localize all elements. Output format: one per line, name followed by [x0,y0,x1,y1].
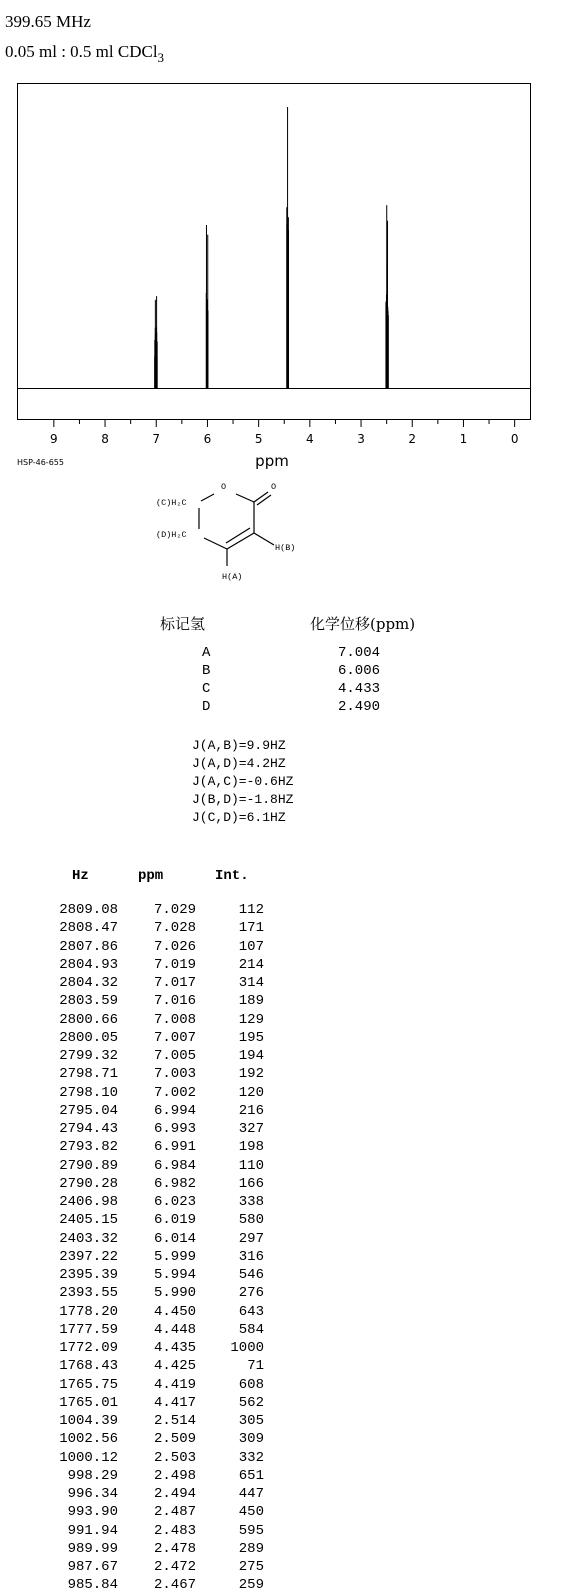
peak-hz-value: 1778.20 [59,1303,118,1320]
peak-hz-value: 1000.12 [59,1449,118,1466]
peak-ppm-value: 6.991 [153,1139,196,1156]
peak-ppm-value: 7.002 [153,1084,196,1101]
peak-hz-value: 2803.59 [59,993,118,1010]
peak-ppm-value: 2.514 [153,1413,196,1429]
x-tick-label: 7 [152,432,161,446]
peak-hz-value: 991.94 [67,1522,118,1539]
shift-value: 7.004 [338,645,381,661]
peak-hz-value: 993.90 [67,1504,118,1521]
peak-intensity-value: 595 [238,1522,264,1539]
molecule-structure [150,478,320,598]
peak-hz-value: 996.34 [67,1486,118,1502]
bond-cb-ca-double-2 [226,528,250,543]
ring-oxygen-label: O [221,482,227,492]
carbonyl-oxygen-label: O [271,482,277,492]
shift-column-header: 化学位移(ppm) [310,615,416,633]
spectrometer-frequency: 399.65 MHz [5,12,91,31]
peak-intensity-value: 110 [238,1157,264,1174]
peak-ppm-value: 7.019 [153,956,196,973]
peak-intensity-value: 289 [238,1540,264,1557]
peak-intensity-value: 275 [238,1559,264,1575]
peak-ppm-value: 4.419 [153,1376,196,1393]
nmr-spectrum-chart [0,0,570,470]
peak-intensity-value: 316 [238,1248,264,1265]
peak-intensity-value: 71 [247,1358,264,1375]
peak-intensity-value: 198 [238,1139,264,1156]
spectrum-id: HSP-46-655 [17,458,64,467]
peak-intensity-value: 327 [238,1121,264,1137]
x-tick-label: 8 [101,432,109,446]
coupling-line: J(A,B)=9.9HZ [192,738,286,753]
peak-hz-value: 985.84 [67,1577,118,1594]
peak-intensity-value: 195 [238,1029,264,1046]
ch2-d-label: (D)H₂C [156,530,187,540]
bond-cb-hb [254,533,274,545]
peak-hz-value: 2809.08 [59,902,118,918]
peak-intensity-value: 562 [238,1394,264,1411]
peak-hz-value: 2395.39 [59,1267,118,1283]
h-a-label: H(A) [222,572,243,582]
coupling-line: J(B,D)=-1.8HZ [192,792,294,807]
peak-intensity-value: 305 [238,1413,264,1429]
peak-intensity-value: 214 [238,956,264,973]
x-axis [50,420,518,446]
bond-ca-ch2d [204,538,227,549]
peak-intensity-value: 338 [238,1194,264,1210]
x-tick-label: 4 [306,432,314,446]
peak-ppm-value: 2.467 [153,1577,196,1594]
peak-hz-value: 1777.59 [59,1321,118,1338]
shift-label: C [202,681,211,697]
sample-conditions-subscript: 3 [157,50,165,65]
bond-o-ch2c [201,494,214,501]
peak-ppm-value: 7.028 [153,920,196,937]
peak-table-hz-header: Hz [72,868,89,884]
peak-ppm-value: 7.008 [153,1011,196,1028]
peak-hz-value: 2790.89 [59,1157,118,1174]
peak-ppm-value: 6.023 [153,1194,196,1210]
peak-ppm-value: 2.509 [153,1431,196,1448]
peak-intensity-value: 332 [238,1449,264,1466]
coupling-line: J(A,C)=-0.6HZ [192,774,294,789]
peak-intensity-value: 450 [238,1504,264,1521]
peak-intensity-value: 651 [238,1467,264,1484]
peak-hz-value: 2800.66 [59,1011,118,1028]
peak-hz-value: 2804.32 [59,975,118,991]
peak-ppm-value: 6.982 [153,1175,196,1192]
peak-hz-value: 2799.32 [59,1048,118,1064]
peak-hz-value: 2405.15 [59,1212,118,1229]
peak-hz-value: 2406.98 [59,1194,118,1210]
coupling-line: J(C,D)=6.1HZ [192,810,286,825]
ch2-c-label: (C)H₂C [156,498,187,508]
shift-value: 4.433 [338,681,381,697]
bond-cb-ca-double-1 [227,533,254,549]
peak-ppm-value: 4.448 [153,1321,196,1338]
peak-ppm-value: 2.503 [153,1449,196,1466]
peak-ppm-value: 2.483 [153,1522,196,1539]
peak-intensity-value: 259 [238,1577,264,1594]
bond-o-carbonyl [236,494,254,502]
peak-hz-value: 2790.28 [59,1175,118,1192]
peak-hz-value: 2800.05 [59,1029,118,1046]
peak-intensity-value: 580 [238,1212,264,1229]
shift-value: 6.006 [338,663,381,679]
peak-intensity-value: 129 [238,1011,264,1028]
shift-value: 2.490 [338,699,381,715]
peak-hz-value: 2794.43 [59,1121,118,1137]
peak-ppm-value: 6.984 [153,1157,196,1174]
x-tick-label: 0 [510,432,519,446]
peak-hz-value: 989.99 [67,1540,118,1557]
peak-intensity-value: 120 [238,1084,264,1101]
peak-table-int-header: Int. [215,868,249,884]
peak-hz-value: 2795.04 [59,1102,118,1119]
peak-ppm-value: 2.478 [153,1540,196,1557]
peak-hz-value: 998.29 [67,1467,118,1484]
peak-hz-value: 1004.39 [59,1413,118,1429]
bond-co-double-2 [257,495,271,505]
peak-ppm-value: 5.990 [153,1285,196,1302]
peak-intensity-value: 314 [238,975,264,991]
peak-hz-value: 2393.55 [59,1285,118,1302]
peak-ppm-value: 4.450 [153,1303,196,1320]
peak-hz-value: 987.67 [67,1559,118,1575]
peak-ppm-value: 7.007 [153,1029,196,1046]
peak-intensity-value: 608 [238,1376,264,1393]
peak-ppm-value: 4.435 [153,1340,196,1356]
peak-hz-value: 2804.93 [59,956,118,973]
peak-intensity-value: 194 [238,1048,264,1064]
peak-hz-value: 1002.56 [59,1431,118,1448]
x-tick-label: 5 [254,432,263,446]
label-column-header: 标记氢 [160,615,206,633]
x-tick-label: 2 [408,432,417,446]
peak-ppm-value: 7.026 [153,938,196,955]
plot-frame [18,84,531,420]
peak-intensity-value: 192 [238,1066,264,1083]
peak-ppm-value: 2.487 [153,1504,196,1521]
peak-intensity-value: 107 [238,938,264,955]
shift-label: A [202,645,211,661]
peak-hz-value: 2808.47 [59,920,118,937]
peak-ppm-value: 4.425 [153,1358,196,1375]
h-b-label: H(B) [275,543,296,553]
peak-intensity-value: 166 [238,1175,264,1192]
peak-ppm-value: 6.994 [153,1102,196,1119]
peak-ppm-value: 6.014 [153,1230,196,1247]
peak-hz-value: 2403.32 [59,1230,118,1247]
peak-ppm-value: 7.016 [153,993,196,1010]
peak-ppm-value: 7.003 [153,1066,196,1083]
peak-intensity-value: 171 [238,920,264,937]
sample-conditions-text: 0.05 ml : 0.5 ml CDCl [5,42,158,61]
peak-intensity-value: 216 [238,1102,264,1119]
x-tick-label: 6 [203,432,212,446]
peak-ppm-value: 4.417 [153,1394,196,1411]
peak-hz-value: 1772.09 [59,1340,118,1356]
peak-hz-value: 2397.22 [59,1248,118,1265]
x-tick-label: 9 [50,432,58,446]
peak-intensity-value: 297 [238,1230,264,1247]
peak-hz-value: 1768.43 [59,1358,118,1375]
peak-ppm-value: 2.494 [153,1486,196,1502]
peak-hz-value: 2798.71 [59,1066,118,1083]
peak-ppm-value: 7.005 [153,1048,196,1064]
peak-ppm-value: 6.019 [153,1212,196,1229]
shift-label: D [202,699,211,715]
peak-hz-value: 2793.82 [59,1139,118,1156]
peak-intensity-value: 112 [238,902,264,918]
shift-label: B [202,663,211,679]
x-tick-label: 1 [459,432,468,446]
peak-hz-value: 2807.86 [59,938,118,955]
peak-ppm-value: 2.472 [153,1559,196,1575]
peak-hz-value: 2798.10 [59,1084,118,1101]
peak-hz-value: 1765.01 [59,1394,118,1411]
peak-ppm-value: 7.029 [153,902,196,918]
peak-ppm-value: 5.994 [153,1267,196,1283]
peak-ppm-value: 7.017 [153,975,196,991]
peak-layer [155,107,389,388]
x-tick-label: 3 [357,432,365,446]
bond-co-double-1 [254,492,268,502]
peak-intensity-value: 643 [238,1303,264,1320]
peak-ppm-value: 5.999 [153,1248,196,1265]
peak-intensity-value: 1000 [230,1340,264,1356]
peak-table-ppm-header: ppm [138,868,164,884]
peak-intensity-value: 309 [238,1431,264,1448]
x-axis-label: ppm [255,452,289,470]
peak-ppm-value: 6.993 [153,1121,196,1137]
peak-intensity-value: 189 [238,993,264,1010]
coupling-line: J(A,D)=4.2HZ [192,756,286,771]
peak-intensity-value: 546 [238,1267,264,1283]
peak-intensity-value: 276 [238,1285,264,1302]
peak-intensity-value: 447 [238,1486,264,1502]
peak-intensity-value: 584 [238,1321,264,1338]
peak-ppm-value: 2.498 [153,1467,196,1484]
peak-hz-value: 1765.75 [59,1376,118,1393]
